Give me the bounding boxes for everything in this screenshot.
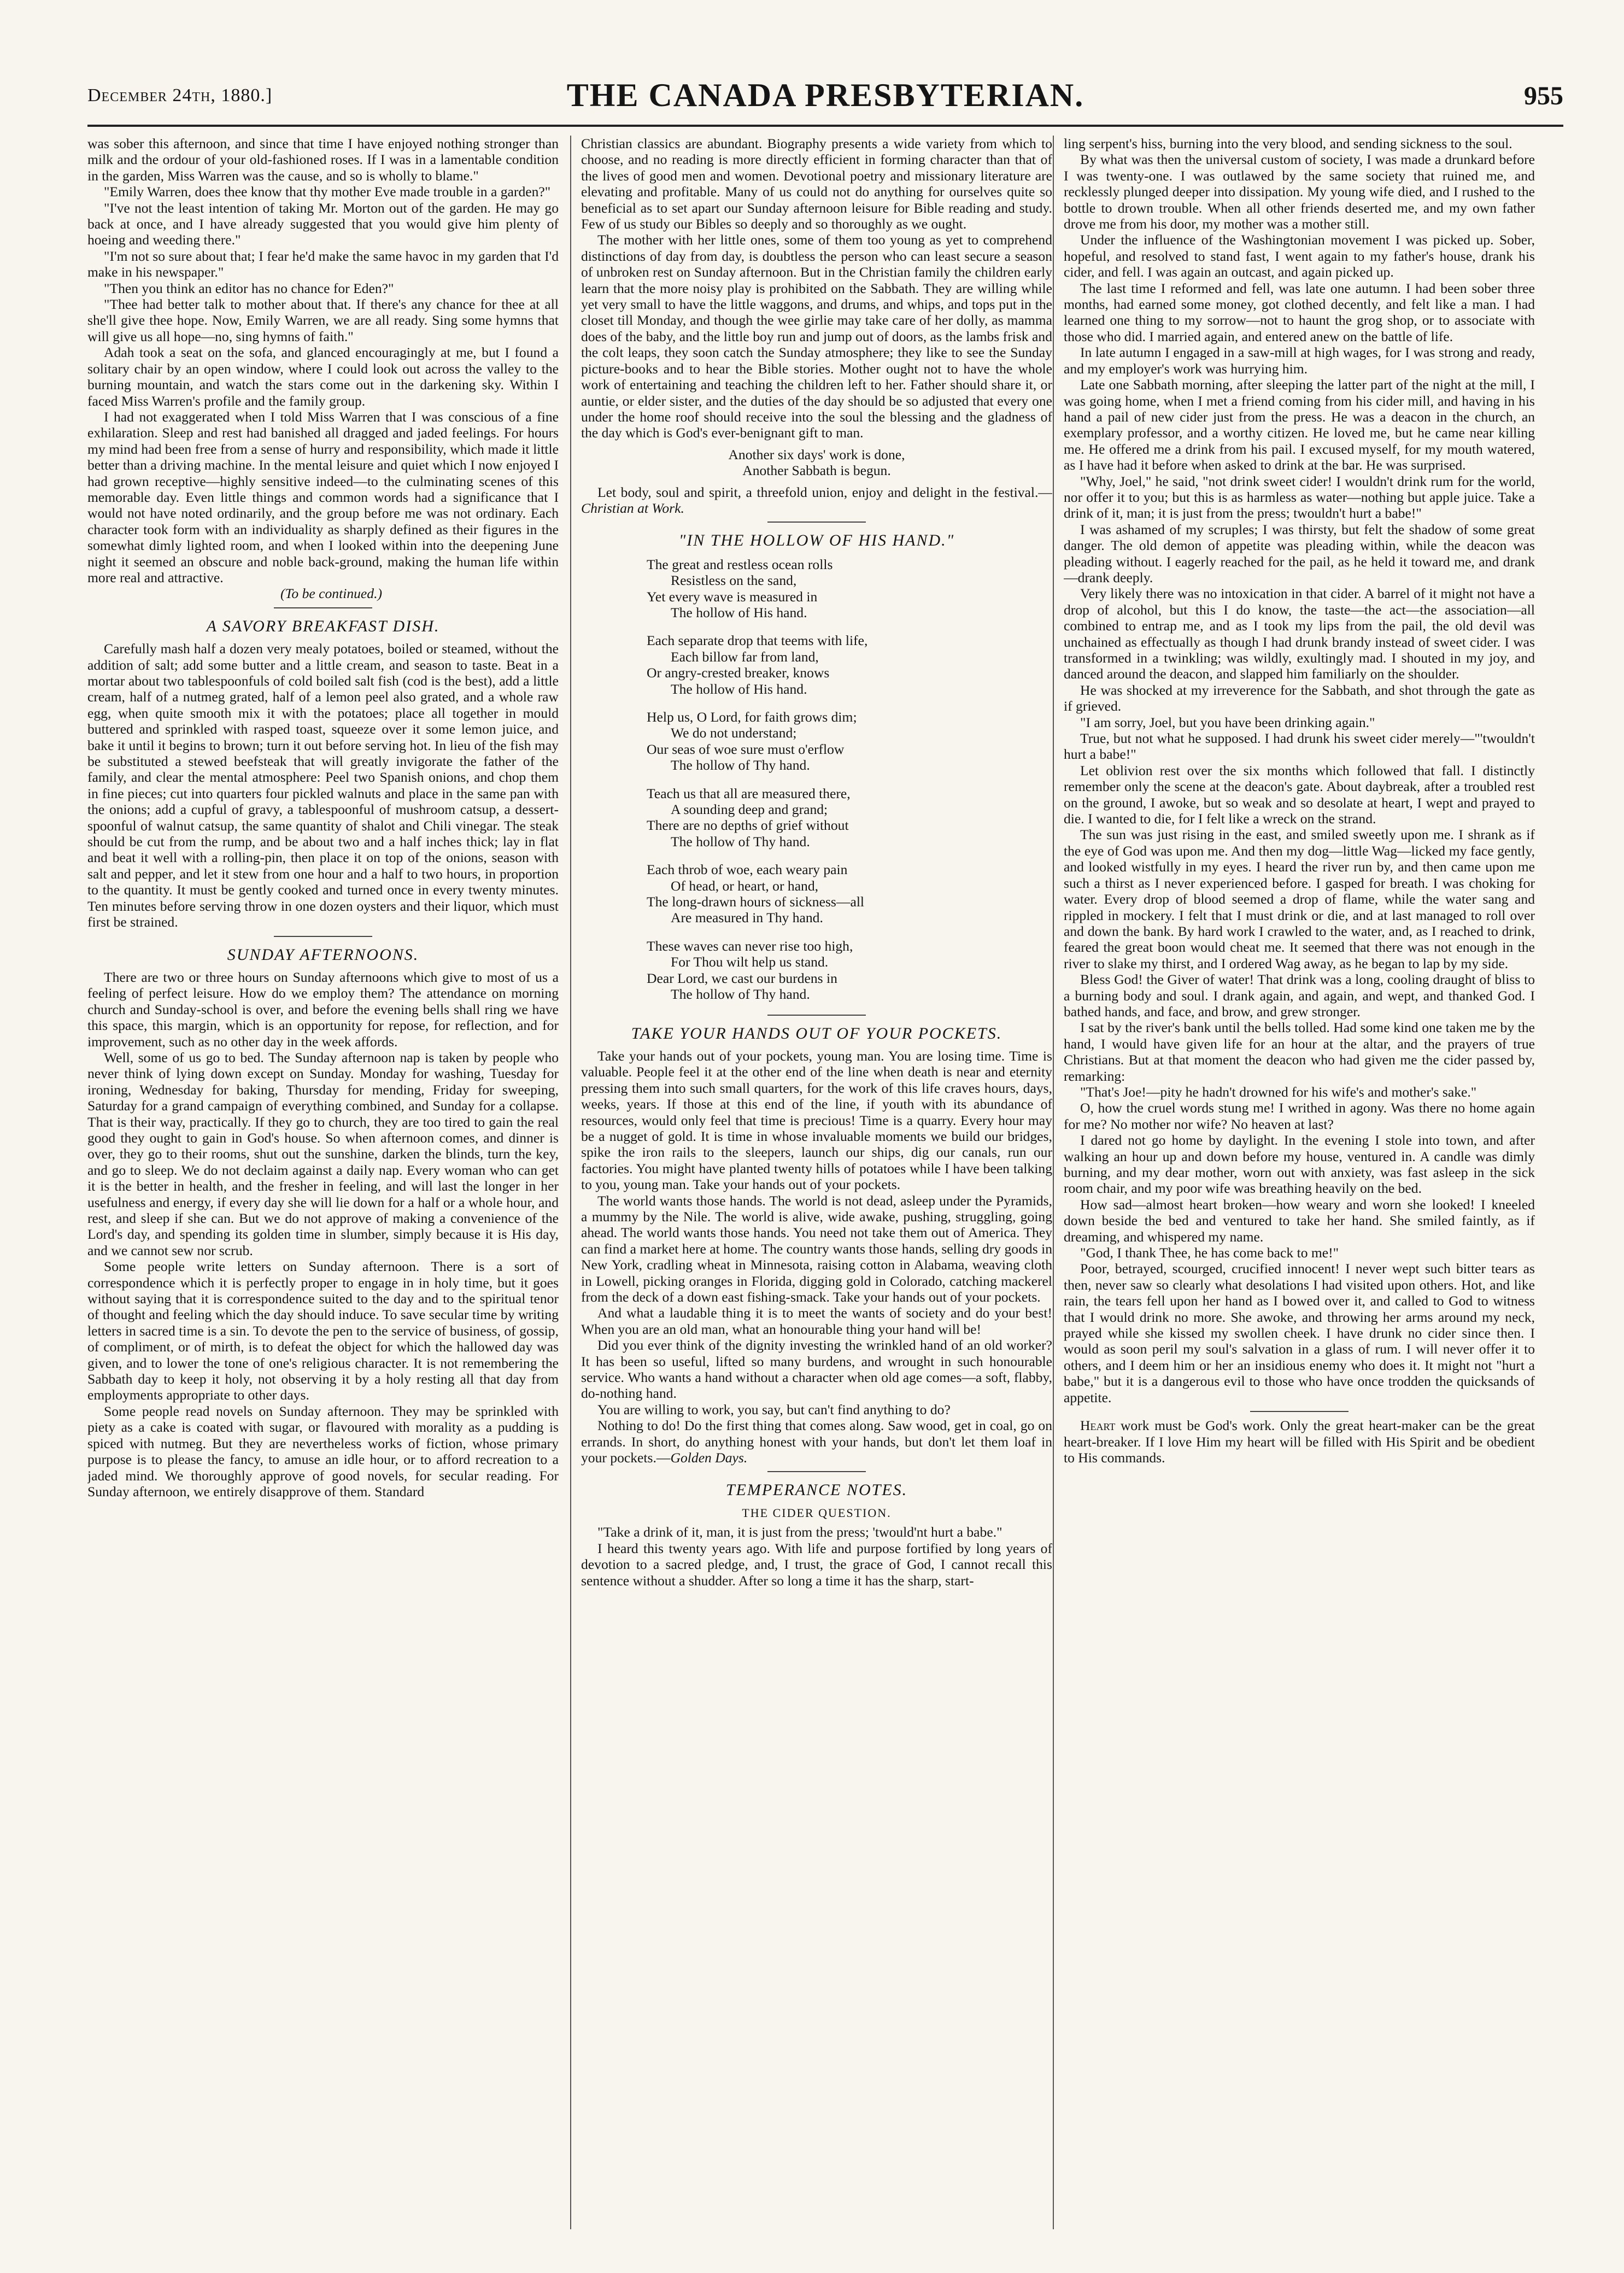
poem-line: Of head, or heart, or hand, <box>671 877 819 894</box>
poem-stanza <box>647 556 1052 621</box>
masthead-title: THE CANADA PRESBYTERIAN. <box>566 77 1084 113</box>
temperance-heading: TEMPERANCE NOTES. <box>725 1481 908 1499</box>
poem-line: The hollow of His hand. <box>671 681 807 697</box>
story-paragraph: was sober this afternoon, and since that time I have enjoyed nothing stronger than milk and the ordour of your old-fashioned roses. If I was in a lamentable condition in the garden, Miss Warren was the cause, and so is wholly to blame." <box>87 136 559 184</box>
column-2 <box>581 136 1052 2229</box>
story-paragraph: Adah took a seat on the sofa, and glanced encouragingly at me, but I found a solitary chair by an open window, where I could look out across the valley to the burning mountain, and watch the stars come out in the darkening sky. Within I faced Miss Warren's profile and the family group. <box>87 344 559 409</box>
temperance-paragraph: "I am sorry, Joel, but you have been drinking again." <box>1080 714 1375 730</box>
column-1 <box>87 136 559 2229</box>
poem-line: The great and restless ocean rolls <box>647 556 833 572</box>
cider-subheading: THE CIDER QUESTION. <box>742 1505 892 1520</box>
temperance-paragraph: I dared not go home by daylight. In the evening I stole into town, and after walking an hour up and down before my house, ventured in. A candle was dimly burning, and my dear mother, worn out with anxiety, was fast asleep in the sick room chair, and my poor wife was breathing heavily on the bed. <box>1064 1132 1535 1197</box>
sunday-closing <box>581 484 1052 517</box>
story-paragraph: "Then you think an editor has no chance for Eden?" <box>104 280 394 296</box>
temperance-paragraph: ling serpent's hiss, burning into the very blood, and sending sickness to the soul. <box>1064 136 1512 151</box>
hands-paragraph: And what a laudable thing it is to meet the wants of society and do your best! When you are an old man, what an honourable thing your hand will be! <box>581 1305 1052 1337</box>
poem-line: The long-drawn hours of sickness—all <box>647 894 865 910</box>
poem-line: There are no depths of grief without <box>647 817 849 834</box>
poem-heading: "IN THE HOLLOW OF HIS HAND." <box>678 531 955 550</box>
temperance-paragraph: The last time I reformed and fell, was late one autumn. I had been sober three months, had earned some money, got clothed decently, and felt like a man. I had learned one thing to my sorrow—not to haunt the grog shop, or to associate with those who did. I married again, and entered anew on the battle of life. <box>1064 280 1535 344</box>
poem-line: Resistless on the sand, <box>671 572 797 589</box>
poem-stanza <box>647 786 1052 850</box>
hands-paragraph: Did you ever think of the dignity investing the wrinkled hand of an old worker? It has been so useful, lifted so many burdens, and wrought in such honourable service. Who wants a hand without a character when old age comes—a soft, flabby, do-nothing hand. <box>581 1337 1052 1402</box>
couplet-line: Another six days' work is done, <box>728 446 905 462</box>
poem-line: Each billow far from land, <box>671 648 819 665</box>
temperance-paragraph: "That's Joe!—pity he hadn't drowned for his wife's and mother's sake." <box>1080 1083 1477 1100</box>
hands-heading: TAKE YOUR HANDS OUT OF YOUR POCKETS. <box>631 1024 1002 1042</box>
hands-paragraph: Take your hands out of your pockets, young man. You are losing time. Time is valuable. People feel it at the other end of the line when death is near and eternity pressing them into such small quarters, for the work of this life craves hours, days, weeks, years. If those at this end of the line, if youth with its abundance of resources, would only feel that time is precious! Time is a quarry. Every hour may be a nugget of gold. It is time in whose invaluable moments we build our bridges, spike the iron rails to the sleepers, launch our ships, dig our canals, run our factories. You might have planted twenty hills of potatoes while I have been talking to you, young man. Take your hands out of your pockets. <box>581 1047 1052 1193</box>
temperance-paragraph: Poor, betrayed, scourged, crucified innocent! I never wept such bitter tears as then, never saw so clearly what desolations I had visited upon others. Hot, and like rain, the tears fell upon her hand as I bowed over it, and called to God to witness that I would drink no more. She awoke, and throwing her arms around my neck, prayed while she kissed my swollen cheek. I have drunk no cider since then. I would as soon peril my soul's salvation in a glass of rum. I will never offer it to others, and I deem him or her an insidious enemy who does it. It might not "hurt a babe," but it is a dangerous evil to those who have once trodden the quicksands of appetite. <box>1064 1261 1535 1405</box>
temperance-paragraph: How sad—almost heart broken—how weary and worn she looked! I kneeled down beside the bed and ventured to take her hand. She smiled faintly, as if dreaming, and whispered my name. <box>1064 1196 1535 1245</box>
column-divider <box>570 136 571 2229</box>
hands-paragraph: The world wants those hands. The world is not dead, asleep under the Pyramids, a mummy by the Nile. The world is alive, wide awake, pushing, struggling, going ahead. The world wants those hands. You need not take them out of America. They can find a market here at home. The country wants those hands, selling dry goods in New York, cradling wheat in Minnesota, raising cotton in Alabama, weaving cloth in Lowell, picking oranges in Florida, digging gold in Colorado, catching mackerel from the deck of a down east fishing-smack. Take your hands out of your pockets. <box>581 1192 1052 1305</box>
sunday-afternoons-heading: SUNDAY AFTERNOONS. <box>227 945 419 964</box>
temperance-paragraph: By what was then the universal custom of society, I was made a drunkard before I was twenty-one. I was outlawed by the same society that ruined me, and recklessly plunged deeper into dissipation. My young wife died, and I rushed to the bottle to drown trouble. When all other friends deserted me, and my own father drove me from his door, my mother was a mother still. <box>1064 151 1535 232</box>
section-separator <box>767 1471 866 1472</box>
section-separator <box>274 936 372 937</box>
temperance-paragraph: He was shocked at my irreverence for the Sabbath, and shot through the gate as if grieved. <box>1064 682 1535 714</box>
poem-line: The hollow of His hand. <box>671 604 807 620</box>
temperance-paragraph: O, how the cruel words stung me! I writhed in agony. Was there no home again for me? No mother nor wife? No heaven at last? <box>1064 1100 1535 1132</box>
poem-line: Or angry-crested breaker, knows <box>647 665 830 681</box>
temperance-paragraph: Under the influence of the Washingtonian movement I was picked up. Sober, hopeful, and resolved to stand fast, I went again to my father's house, drank his cider, and fell. I was again an outcast, and again picked up. <box>1064 232 1535 280</box>
temperance-paragraph: I was ashamed of my scruples; I was thirsty, but felt the shadow of some great danger. The old demon of appetite was pleading within, while the deacon was pleading without. I eagerly reached for the pail, as he held it toward me, and drank—drank deeply. <box>1064 521 1535 585</box>
story-paragraph: "Thee had better talk to mother about that. If there's any chance for thee at all she'll give thee hope. Now, Emily Warren, we are all ready. Sing some hymns that will give us all hope—no, sing hymns of faith." <box>87 296 559 344</box>
poem-stanza <box>647 862 1052 926</box>
page-number: 955 <box>1524 81 1563 110</box>
hands-paragraph <box>581 1417 1052 1466</box>
poem-line: For Thou wilt help us stand. <box>671 954 829 970</box>
story-paragraph: "I've not the least intention of taking Mr. Morton out of the garden. He may go back at once, and I have already suggested that you would give him plenty of hoeing and weeding there." <box>87 200 559 248</box>
poem-line: These waves can never rise too high, <box>647 938 853 954</box>
column-divider <box>1053 136 1054 2229</box>
couplet-line: Another Sabbath is begun. <box>742 462 891 479</box>
temperance-paragraph: "Take a drink of it, man, it is just from the press; 'twould'nt hurt a babe." <box>597 1524 1002 1540</box>
poem-line: Are measured in Thy hand. <box>671 910 823 926</box>
poem-line: We do not understand; <box>671 725 797 741</box>
heart-note <box>1064 1417 1535 1466</box>
poem-line: Each separate drop that teems with life, <box>647 632 868 649</box>
heart-note-text: work must be God's work. Only the great heart-maker can be the great heart-breaker. If I love Him my heart will be filled with His Spirit and be obedient to His commands. <box>1064 1417 1535 1466</box>
poem-stanza <box>647 632 1052 697</box>
hands-closing-text: Nothing to do! Do the first thing that comes along. Saw wood, get in coal, go on errands. In short, do anything honest with your hands, but don't let them loaf in your pockets.— <box>581 1417 1052 1466</box>
temperance-paragraph: I sat by the river's bank until the bells tolled. Had some kind one taken me by the hand, I would have given life for an hour at the altar, and the prayers of true Christians. But at that moment the deacon who had given me the cider passed by, remarking: <box>1064 1020 1535 1084</box>
heart-note-lead: Heart <box>1080 1417 1116 1434</box>
column-3 <box>1064 136 1535 2229</box>
poem-line: Help us, O Lord, for faith grows dim; <box>647 709 857 725</box>
section-separator <box>767 522 866 523</box>
sunday-paragraph: Christian classics are abundant. Biography presents a wide variety from which to choose, and no reading is more directly efficient in forming character than that of the lives of good men and women. Devotional poetry and missionary literature are elevating and profitable. Many of us could not do anything for ourselves quite so beneficial as to set apart our Sunday afternoon leisure for Bible reading and study. Few of us study our Bibles so deeply and so thoroughly as we ought. <box>581 136 1052 232</box>
poem-line: Teach us that all are measured there, <box>647 785 851 801</box>
sunday-paragraph: The mother with her little ones, some of them too young as yet to comprehend distinctions of day from day, is doubtless the person who can least secure a season of unbroken rest on Sunday afternoon. But in the Christian family the children early learn that the more noisy play is prohibited on the Sabbath. They are willing while yet very small to have the little waggons, and drums, and whips, and tops put in the closet till Monday, and though the wee girlie may take care of her dolly, as mamma does of the baby, and the little boy run and jump out of doors, as the lambs frisk and the colt leaps, they soon catch the Sunday atmosphere; they like to see the Sunday picture-books and to hear the Bible stories. Mother ought not to have the whole work of entertaining and teaching the children left to her. Father should share it, or auntie, or elder sister, and the duties of the day should be so adjusted that every one under the home roof should receive into the soul the blessing and the gladness of the day which is God's ever-benignant gift to man. <box>581 232 1052 441</box>
poem <box>647 556 1052 1003</box>
hands-paragraph: You are willing to work, you say, but can't find anything to do? <box>597 1401 951 1417</box>
header-rule <box>87 125 1563 127</box>
temperance-paragraph: "Why, Joel," he said, "not drink sweet cider! I wouldn't drink rum for the world, nor offer it to you; but this is as harmless as water—nothing but apple juice. Take a drink of it, man; it is just from the press; twouldn't hurt a babe!" <box>1064 473 1535 522</box>
closing-text: Let body, soul and spirit, a threefold union, enjoy and delight in the festival.— <box>597 484 1052 500</box>
section-separator <box>767 1015 866 1016</box>
poem-line: The hollow of Thy hand. <box>671 986 810 1003</box>
poem-line: Our seas of woe sure must o'erflow <box>647 741 845 757</box>
poem-line: Dear Lord, we cast our burdens in <box>647 970 837 986</box>
source-attribution: Christian at Work. <box>581 500 684 516</box>
poem-line: Each throb of woe, each weary pain <box>647 862 848 878</box>
issue-date: December 24th, 1880.] <box>87 85 273 106</box>
poem-line: A sounding deep and grand; <box>671 801 828 818</box>
to-be-continued: (To be continued.) <box>280 585 382 602</box>
temperance-paragraph: In late autumn I engaged in a saw-mill at high wages, for I was strong and ready, and my employer's work was hurrying him. <box>1064 344 1535 377</box>
poem-stanza <box>647 709 1052 774</box>
story-paragraph: "Emily Warren, does thee know that thy mother Eve made trouble in a garden?" <box>104 184 551 200</box>
temperance-paragraph: I heard this twenty years ago. With life and purpose fortified by long years of devotion to a sacred pledge, and, I trust, the grace of God, I cannot recall this sentence without a shudder. After so long a time it has the sharp, start- <box>581 1540 1052 1589</box>
poem-line: The hollow of Thy hand. <box>671 757 810 774</box>
section-separator <box>1250 1411 1349 1412</box>
temperance-paragraph: Late one Sabbath morning, after sleeping the latter part of the night at the mill, I was going home, when I met a friend coming from his cider mill, and having in his hand a pail of new cider just from the press. He was a deacon in the church, an exemplary professor, and a worthy citizen. He loved me, but he came near killing me. He offered me a drink from his pail. I excused myself, for my mouth watered, as I have had it before when asked to drink at the bar. He was surprised. <box>1064 377 1535 473</box>
couplet <box>581 447 1052 479</box>
breakfast-dish-paragraph: Carefully mash half a dozen very mealy potatoes, boiled or steamed, without the addition of salt; add some butter and a little cream, and season to taste. Beat in a mortar about two tablespoonfuls of cold boiled salt fish (cod is the best), add a little cream, half of a nutmeg grated, half of a lemon peel also grated, and a whole raw egg, when quite smooth mix it with the potatoes; place all together in mould buttered and sprinkled with rasped toast, squeeze over it some lemon juice, and bake it until it begins to brown; turn it out before serving hot. In lieu of the fish may be substituted a stewed beefsteak that will greatly invigorate the father of the family, and clear the mental atmosphere: Peel two Spanish onions, and chop them in fine pieces; cut into quarters four pickled walnuts and place in the same pan with the onions; add a cupful of gravy, a tablespoonful of mushroom catsup, a dessert-spoonful of walnut catsup, the same quantity of shalot and Chili vinegar. The steak should be cut from the rump, and be about two and a half inches thick; lay in flat and beat it well with a rolling-pin, then place it on top of the onions, season with salt and pepper, and let it stew from one hour and a half to two hours, in proportion to the quantity. It must be gently cooked and turned once in every twenty minutes. Ten minutes before serving throw in one dozen oysters and their liquor, which must first be strained. <box>87 641 559 930</box>
poem-line: Yet every wave is measured in <box>647 588 818 605</box>
sunday-paragraph: Well, some of us go to bed. The Sunday afternoon nap is taken by people who never think of lying down except on Sunday. Monday for washing, Tuesday for ironing, Wednesday for baking, Thursday for mending, Friday for sweeping, Saturday for a grand campaign of everything combined, and Sunday for a collapse. That is their way, practically. If they go to church, they are too tired to gain the real good they ought to gain in God's house. So when afternoon comes, and dinner is over, they go to their rooms, shut out the sunshine, darken the blinds, turn the key, and go to sleep. We do not declaim against a daily nap. Every woman who can get it is the better in health, and the fresher in feeling, and will last the longer in her usefulness and energy, if every day she will lie down for a half or a whole hour, and rest, and sleep if she can. But we do not approve of making a convenience of the Lord's day, and spending its golden time in slumber, simply because it is His day, and we cannot sew nor scrub. <box>87 1049 559 1258</box>
temperance-paragraph: Bless God! the Giver of water! That drink was a long, cooling draught of bliss to a burning body and soul. I drank again, and again, and wept, and thanked God. I bathed hands, and face, and brow, and grew stronger. <box>1064 971 1535 1020</box>
story-paragraph: I had not exaggerated when I told Miss Warren that I was conscious of a fine exhilaration. Sleep and rest had banished all dragged and jaded feelings. For hours my mind had been free from a sense of hurry and responsibility, which made it little better than a driving machine. In the mental leisure and quiet which I now enjoyed I had grown receptive—highly sensitive indeed—to the culminating scenes of this memorable day. Even little things and common words had a significance that I would not have noted ordinarily, and the group before me was not ordinary. Each character took form with an individuality as sharply defined as their figures in the somewhat dimly lighted room, and when I looked within into the deepening June night it seemed an obscure and noble back-ground, making the human life within more real and attractive. <box>87 408 559 585</box>
page-header <box>87 77 1563 115</box>
sunday-paragraph: Some people write letters on Sunday afternoon. There is a sort of correspondence which it is perfectly proper to engage in in holy time, but it goes without saying that it is correspondence suited to the day and to the spiritual tenor of thought and feeling which the day should induce. To save secular time by writing letters in sacred time is a sin. To devote the pen to the service of business, of gossip, of compliment, or of mirth, is to defeat the object for which the hallowed day was given, and to lower the tone of one's religious character. It is not remembering the Sabbath day to keep it holy, not observing it by a holy resting all that day from employments appropriate to other days. <box>87 1258 559 1403</box>
poem-line: The hollow of Thy hand. <box>671 833 810 850</box>
sunday-paragraph: Some people read novels on Sunday afternoon. They may be sprinkled with piety as a cake is coated with sugar, or flavoured with morality as a pudding is spiced with nutmeg. But they are nevertheless works of fiction, whose primary purpose is to please the fancy, to amuse an idle hour, or to afford recreation to a jaded mind. We thoroughly approve of good novels, for secular reading. For Sunday afternoon, we entirely disapprove of them. Standard <box>87 1403 559 1499</box>
temperance-paragraph: True, but not what he supposed. I had drunk his sweet cider merely—"'twouldn't hurt a babe!" <box>1064 730 1535 763</box>
temperance-paragraph: Very likely there was no intoxication in that cider. A barrel of it might not have a drop of alcohol, but this I do know, the taste—the act—the association—all combined to entrap me, and as I took my lips from the pail, the old devil was unchained as effectually as though I had drunk brandy instead of sweet cider. I was transformed in a twinkling; was wildly, exultingly mad. I shouted in my joy, and danced around the deacon, and slapped him familiarly on the shoulder. <box>1064 585 1535 682</box>
temperance-paragraph: Let oblivion rest over the six months which followed that fall. I distinctly remember only the scene at the deacon's gate. About daybreak, after a troubled rest on the ground, I awoke, but so weak and so desolate at heart, I wept and prayed to die. I wanted to die, for I felt like a wreck on the strand. <box>1064 762 1535 827</box>
sunday-paragraph: There are two or three hours on Sunday afternoons which give to most of us a feeling of perfect leisure. How do we employ them? The attendance on morning church and Sunday-school is over, and before the evening bells shall ring we have this space, this margin, which is an opportunity for repose, for reflection, and for improvement, such as no other day in the week affords. <box>87 969 559 1050</box>
section-separator <box>274 607 372 608</box>
temperance-paragraph: The sun was just rising in the east, and smiled sweetly upon me. I shrank as if the eye of God was upon me. And then my dog—little Wag—licked my face gently, and looked wistfully in my eyes. I heard the river run by, and then came upon me such a thirst as I never experienced before. I gasped for breath. I was choking for water. Every drop of blood seemed a drop of flame, while the water sang and rippled in mockery. I felt that I must drink or die, and at last managed to roll over and down the bank. By hard work I crawled to the water, and, as I reached to drink, feared the great boon would cheat me. It seemed that there was not enough in the river to slake my thirst, and I ordered Wag away, as he began to lap by my side. <box>1064 827 1535 971</box>
story-paragraph: "I'm not so sure about that; I fear he'd make the same havoc in my garden that I'd make in his newspaper." <box>87 248 559 280</box>
poem-stanza <box>647 938 1052 1003</box>
temperance-paragraph: "God, I thank Thee, he has come back to me!" <box>1080 1245 1339 1261</box>
source-attribution: Golden Days. <box>670 1450 748 1466</box>
breakfast-dish-heading: A SAVORY BREAKFAST DISH. <box>206 617 440 635</box>
